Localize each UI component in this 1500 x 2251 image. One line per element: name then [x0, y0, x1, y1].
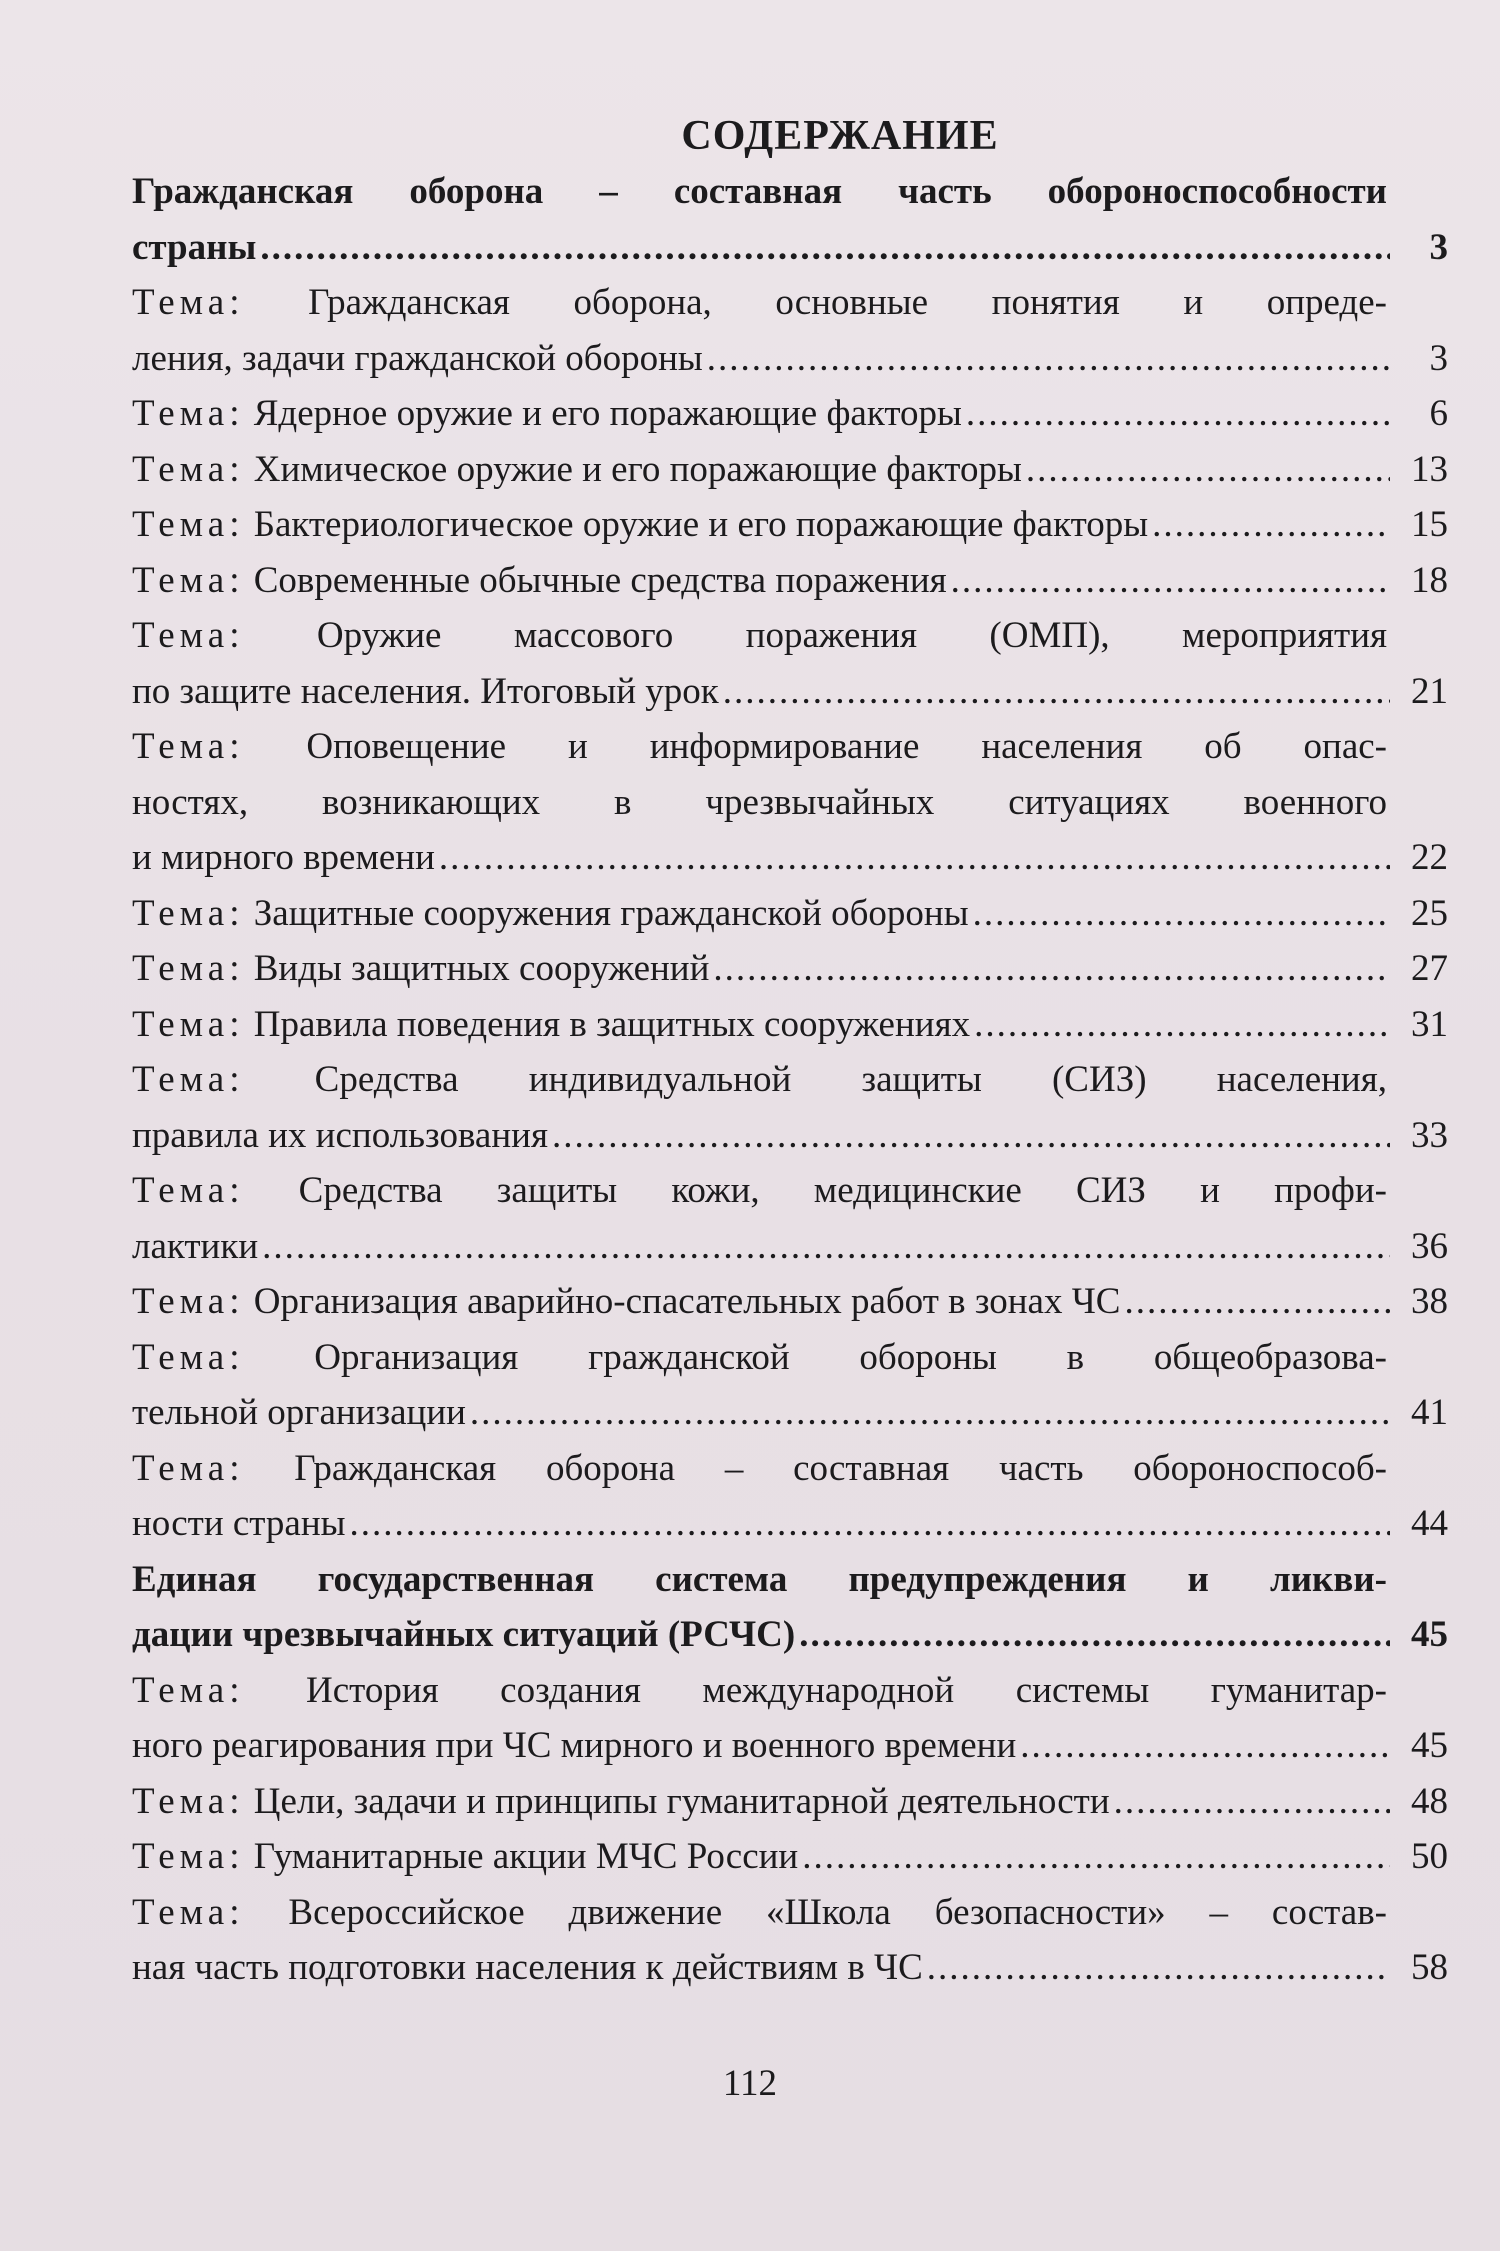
entry-last-line — [132, 442, 1448, 498]
entry-last-line — [132, 553, 1448, 609]
entry-text — [132, 1108, 548, 1164]
dot-leader — [470, 1385, 1390, 1441]
topic-label: Тема: — [132, 1669, 245, 1711]
entry-text — [132, 1829, 798, 1885]
entry-text-tail: Бактериологическое оружие и его поражающие факторы — [253, 504, 1149, 545]
page-number: 112 — [722, 2063, 778, 2104]
entry-text — [132, 1718, 1016, 1774]
entry-line — [132, 1163, 1387, 1219]
topic-label: Тема: — [132, 615, 245, 656]
dot-leader — [350, 1496, 1391, 1552]
entry-page-number: 38 — [1411, 1281, 1448, 1322]
entry-page-number: 44 — [1411, 1503, 1448, 1544]
entry-page-number: 3 — [1429, 337, 1448, 379]
entry-text — [132, 497, 1148, 553]
topic-label: Тема: — [132, 1059, 245, 1100]
entry-page-number: 18 — [1411, 559, 1448, 601]
entry-text: Единая государственная система предупреждения и ликви- — [132, 1558, 1387, 1600]
entry-last-line — [132, 1607, 1448, 1663]
entry-page-number: 33 — [1411, 1114, 1448, 1156]
entry-last-line — [132, 331, 1448, 387]
toc-topic — [132, 442, 1448, 498]
entry-last-line — [132, 1274, 1448, 1330]
dot-leader — [262, 1219, 1390, 1275]
dot-leader — [927, 1940, 1390, 1996]
entry-line — [132, 719, 1387, 775]
entry-page-number: 13 — [1411, 448, 1448, 490]
toc-topic — [132, 1663, 1448, 1774]
entry-line — [132, 775, 1387, 831]
entry-text — [132, 941, 709, 997]
entry-line — [132, 608, 1387, 664]
topic-label: Тема: — [132, 1780, 245, 1822]
topic-label: Тема: — [132, 1891, 245, 1933]
entry-last-line — [132, 1496, 1448, 1552]
entry-text-tail: дации чрезвычайных ситуаций (РСЧС) — [132, 1614, 796, 1655]
entry-text: Оружие массового поражения (ОМП), мероприятия — [316, 615, 1388, 656]
entry-page-number: 50 — [1411, 1836, 1448, 1877]
entry-line — [132, 1052, 1387, 1108]
entry-last-line — [132, 1718, 1448, 1774]
entry-text-tail: тельной организации — [132, 1392, 466, 1433]
topic-label: Тема: — [132, 559, 245, 601]
toc-topic — [132, 553, 1448, 609]
entry-text — [132, 830, 435, 886]
entry-page-number: 45 — [1411, 1725, 1448, 1766]
dot-leader — [1152, 497, 1390, 553]
entry-text: Гражданская оборона – составная часть обороноспособности — [132, 171, 1387, 212]
entry-text: ностях, возникающих в чрезвычайных ситуациях военного — [132, 781, 1387, 823]
table-of-contents — [132, 108, 1448, 1996]
entry-last-line — [132, 1219, 1448, 1275]
entry-text: Средства индивидуальной защиты (СИЗ) населения, — [314, 1059, 1388, 1100]
entry-text — [132, 331, 703, 387]
page-title: СОДЕРЖАНИЕ — [681, 113, 999, 159]
topic-label: Тема: — [132, 504, 245, 545]
entry-last-line — [132, 1829, 1448, 1885]
entry-last-line — [132, 1385, 1448, 1441]
entry-last-line — [132, 386, 1448, 442]
entry-text-tail: Гуманитарные акции МЧС России — [253, 1836, 799, 1877]
topic-label: Тема: — [132, 1170, 245, 1211]
entry-text: Всероссийское движение «Школа безопасности» – состав- — [288, 1891, 1388, 1933]
entry-text-tail: Ядерное оружие и его поражающие факторы — [253, 393, 962, 434]
topic-label: Тема: — [132, 1836, 245, 1877]
toc-entries — [132, 164, 1448, 1996]
toc-topic — [132, 719, 1448, 886]
toc-topic — [132, 608, 1448, 719]
entry-text — [132, 664, 719, 720]
topic-label: Тема: — [132, 948, 245, 989]
toc-section — [132, 164, 1448, 275]
toc-topic — [132, 886, 1448, 942]
toc-topic — [132, 1829, 1448, 1885]
entry-line — [132, 275, 1387, 331]
dot-leader — [802, 1829, 1390, 1885]
entry-text-tail: Современные обычные средства поражения — [253, 559, 947, 601]
entry-page-number: 58 — [1411, 1947, 1448, 1988]
toc-topic — [132, 941, 1448, 997]
toc-topic — [132, 1441, 1448, 1552]
entry-last-line — [132, 220, 1448, 276]
entry-text — [132, 886, 969, 942]
entry-text-tail: и мирного времени — [132, 837, 435, 878]
entry-line — [132, 1441, 1387, 1497]
dot-leader — [439, 830, 1390, 886]
toc-topic — [132, 1885, 1448, 1996]
entry-text: Оповещение и информирование населения об опас- — [306, 726, 1387, 767]
entry-page-number: 25 — [1411, 892, 1448, 934]
entry-page-number: 48 — [1411, 1780, 1448, 1822]
entry-text — [132, 997, 970, 1053]
entry-text — [132, 1607, 795, 1663]
dot-leader — [1114, 1774, 1390, 1830]
entry-line — [132, 1885, 1387, 1941]
entry-last-line — [132, 941, 1448, 997]
entry-page-number: 21 — [1411, 670, 1448, 712]
entry-last-line — [132, 1108, 1448, 1164]
entry-text — [132, 1940, 923, 1996]
entry-text-tail: правила их использования — [132, 1114, 548, 1156]
entry-text — [132, 442, 1022, 498]
entry-page-number: 36 — [1411, 1225, 1448, 1267]
toc-topic — [132, 1163, 1448, 1274]
entry-text-tail: ная часть подготовки населения к действиям в ЧС — [132, 1947, 923, 1988]
entry-text-tail: ления, задачи гражданской обороны — [132, 337, 703, 379]
entry-text — [132, 1496, 346, 1552]
entry-text: История создания международной системы гуманитар- — [306, 1669, 1387, 1711]
entry-page-number: 27 — [1411, 948, 1448, 989]
entry-text: Гражданская оборона – составная часть обороноспособ- — [294, 1447, 1388, 1489]
entry-line — [132, 1330, 1387, 1386]
entry-text-tail: лактики — [132, 1225, 259, 1267]
entry-text-tail: страны — [132, 226, 257, 268]
dot-leader — [1026, 442, 1390, 498]
topic-label: Тема: — [132, 448, 245, 490]
topic-label: Тема: — [132, 393, 245, 434]
entry-page-number: 15 — [1411, 504, 1448, 545]
entry-page-number: 41 — [1411, 1392, 1448, 1433]
dot-leader — [552, 1108, 1390, 1164]
topic-label: Тема: — [132, 282, 245, 323]
dot-leader — [1020, 1718, 1390, 1774]
entry-text-tail: Виды защитных сооружений — [253, 948, 710, 989]
entry-page-number: 45 — [1411, 1614, 1448, 1655]
entry-text-tail: Защитные сооружения гражданской обороны — [253, 892, 969, 934]
entry-text — [132, 1274, 1120, 1330]
toc-topic — [132, 497, 1448, 553]
entry-text-tail: Цели, задачи и принципы гуманитарной деятельности — [253, 1780, 1110, 1822]
dot-leader — [713, 941, 1390, 997]
dot-leader — [799, 1607, 1390, 1663]
entry-text: Средства защиты кожи, медицинские СИЗ и профи- — [298, 1170, 1387, 1211]
toc-topic — [132, 386, 1448, 442]
entry-text-tail: ного реагирования при ЧС мирного и военного времени — [132, 1725, 1017, 1766]
entry-text-tail: Организация аварийно-спасательных работ в зонах ЧС — [253, 1281, 1121, 1322]
entry-text-tail: Химическое оружие и его поражающие факторы — [253, 448, 1022, 490]
dot-leader — [951, 553, 1390, 609]
entry-text — [132, 220, 256, 276]
entry-text-tail: по защите населения. Итоговый урок — [132, 670, 719, 712]
entry-page-number: 6 — [1429, 393, 1448, 434]
toc-topic — [132, 1274, 1448, 1330]
dot-leader — [1124, 1274, 1390, 1330]
dot-leader — [974, 997, 1390, 1053]
entry-text — [132, 553, 947, 609]
topic-label: Тема: — [132, 1336, 245, 1378]
entry-page-number: 3 — [1429, 226, 1448, 268]
entry-last-line — [132, 1774, 1448, 1830]
dot-leader — [966, 386, 1390, 442]
entry-text: Гражданская оборона, основные понятия и опреде- — [308, 282, 1387, 323]
entry-last-line — [132, 886, 1448, 942]
entry-last-line — [132, 830, 1448, 886]
topic-label: Тема: — [132, 1447, 245, 1489]
entry-line — [132, 164, 1387, 220]
entry-last-line — [132, 1940, 1448, 1996]
entry-line — [132, 1663, 1387, 1719]
topic-label: Тема: — [132, 892, 245, 934]
entry-last-line — [132, 997, 1448, 1053]
entry-text — [132, 1219, 258, 1275]
entry-text: Организация гражданской обороны в общеобразова- — [314, 1336, 1387, 1378]
dot-leader — [723, 664, 1390, 720]
toc-topic — [132, 1052, 1448, 1163]
topic-label: Тема: — [132, 1003, 245, 1045]
entry-text — [132, 386, 962, 442]
toc-topic — [132, 1774, 1448, 1830]
entry-text-tail: Правила поведения в защитных сооружениях — [253, 1003, 971, 1045]
dot-leader — [973, 886, 1390, 942]
dot-leader — [707, 331, 1390, 387]
toc-topic — [132, 997, 1448, 1053]
topic-label: Тема: — [132, 1281, 245, 1322]
entry-text — [132, 1385, 466, 1441]
entry-last-line — [132, 497, 1448, 553]
entry-line — [132, 1552, 1387, 1608]
toc-topic — [132, 275, 1448, 386]
toc-section — [132, 1552, 1448, 1663]
entry-last-line — [132, 664, 1448, 720]
dot-leader — [260, 220, 1390, 276]
entry-page-number: 31 — [1411, 1003, 1448, 1045]
entry-text-tail: ности страны — [132, 1503, 346, 1544]
topic-label: Тема: — [132, 726, 245, 767]
entry-text — [132, 1774, 1110, 1830]
toc-topic — [132, 1330, 1448, 1441]
entry-page-number: 22 — [1411, 837, 1448, 878]
